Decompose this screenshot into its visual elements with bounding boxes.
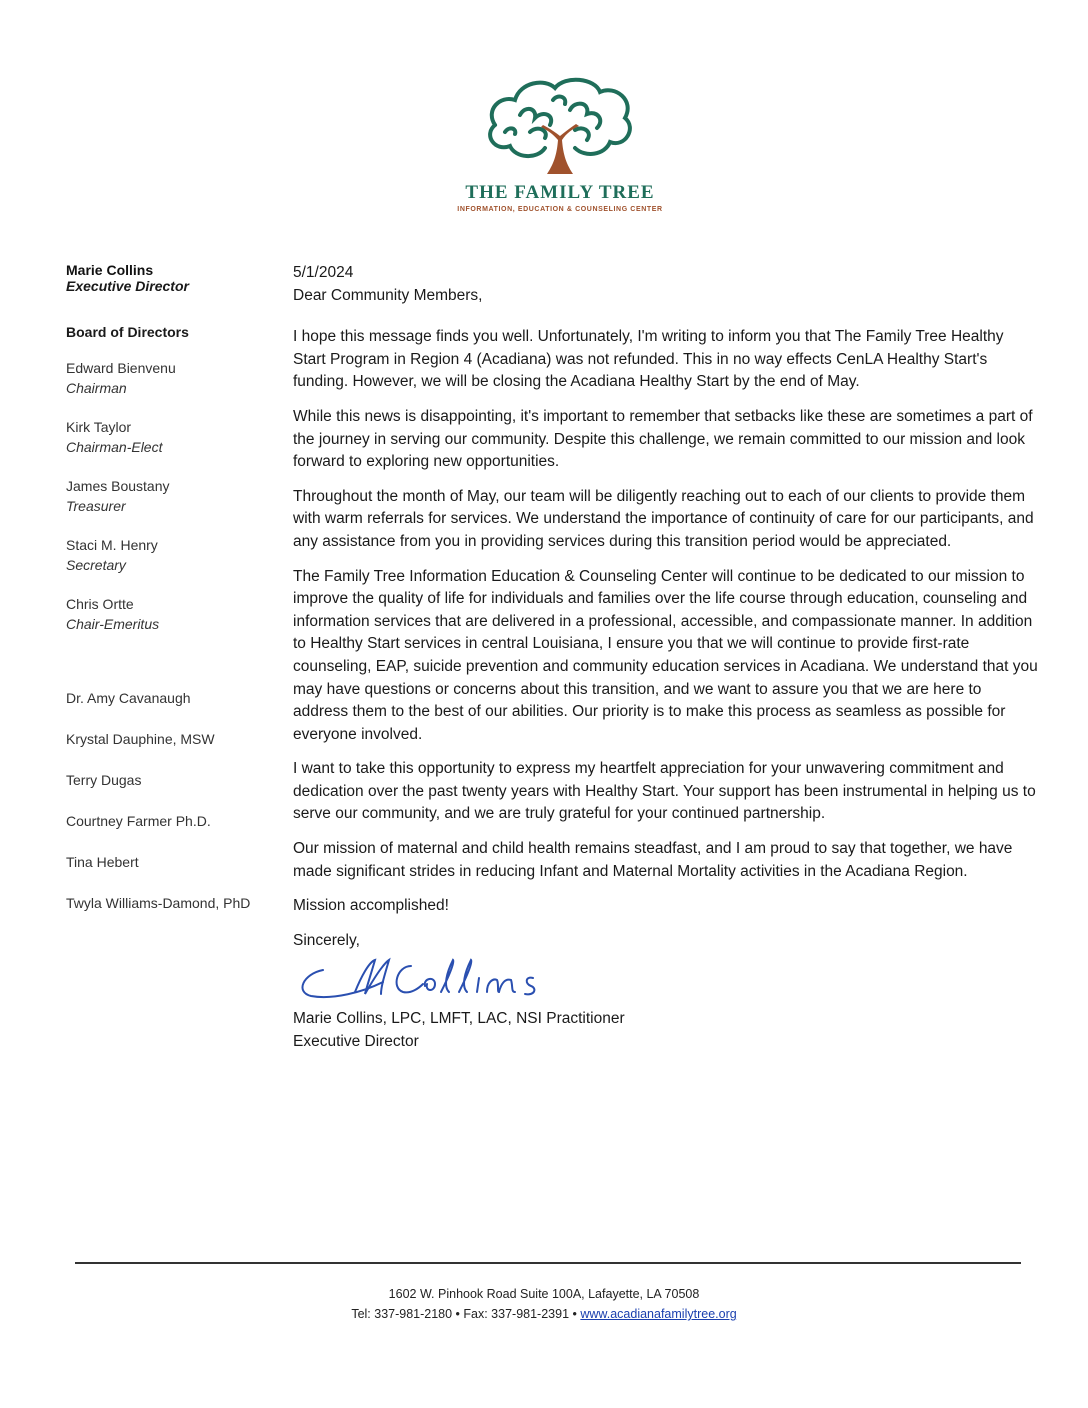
footer-divider	[75, 1262, 1021, 1264]
letter-greeting: Dear Community Members,	[293, 286, 483, 304]
board-officer	[66, 594, 281, 634]
signer-name: Marie Collins, LPC, LMFT, LAC, NSI Practitioner	[293, 1010, 625, 1028]
board-officer	[66, 535, 281, 575]
board-member: Terry Dugas	[66, 772, 142, 788]
logo-name: THE FAMILY TREE	[465, 182, 655, 203]
signature-block	[293, 930, 1038, 1053]
officer-role: Chairman-Elect	[66, 439, 163, 455]
letter-paragraph: Mission accomplished!	[293, 897, 449, 915]
footer-address: 1602 W. Pinhook Road Suite 100A, Lafayette, LA 70508	[388, 1287, 700, 1301]
director-title: Executive Director	[66, 278, 189, 294]
board-title: Board of Directors	[66, 324, 189, 340]
board-member: Krystal Dauphine, MSW	[66, 731, 215, 747]
footer-contact: Tel: 337-981-2180 • Fax: 337-981-2391 •	[351, 1307, 581, 1321]
tree-icon	[475, 70, 645, 180]
officer-name: James Boustany	[66, 478, 170, 494]
letter-paragraph: While this news is disappointing, it's important to remember that setbacks like these are sometimes a part of the journey in serving our community. Despite this challenge, we remain committed to our mission and look forward to exploring new opportunities.	[293, 407, 1033, 471]
sidebar-spacer	[66, 653, 281, 688]
officer-name: Edward Bienvenu	[66, 360, 176, 376]
board-member: Twyla Williams-Damond, PhD	[66, 895, 251, 911]
letter-closing: Sincerely,	[293, 931, 360, 949]
officer-role: Secretary	[66, 557, 126, 573]
officer-role: Treasurer	[66, 498, 126, 514]
board-member: Courtney Farmer Ph.D.	[66, 813, 211, 829]
board-member: Dr. Amy Cavanaugh	[66, 690, 191, 706]
officer-role: Chair-Emeritus	[66, 616, 160, 632]
handwritten-signature	[293, 952, 573, 1002]
logo-subtitle: INFORMATION, EDUCATION & COUNSELING CENTER	[457, 206, 663, 213]
board-member: Tina Hebert	[66, 854, 139, 870]
letter-date: 5/1/2024	[293, 264, 354, 281]
family-tree-logo	[440, 70, 680, 230]
letter-body	[293, 262, 1038, 1053]
footer-contact-line	[0, 1304, 1088, 1324]
director-name: Marie Collins	[66, 262, 154, 278]
letter-paragraph: Our mission of maternal and child health remains steadfast, and I am proud to say that together, we have made significant strides in reducing Infant and Maternal Mortality activities in the Acadiana Region.	[293, 840, 1013, 880]
letter-paragraph: I hope this message finds you well. Unfortunately, I'm writing to inform you that The Family Tree Healthy Start Program in Region 4 (Acadiana) was not refunded. This in no way effects CenLA Healthy Start's funding. However, we will be closing the Acadiana Healthy Start by the end of May.	[293, 328, 1004, 391]
board-officer	[66, 417, 281, 457]
sidebar	[66, 262, 281, 934]
website-link[interactable]: www.acadianafamilytree.org	[580, 1307, 737, 1321]
board-officer	[66, 476, 281, 516]
letter-paragraph: The Family Tree Information Education & Counseling Center will continue to be dedicated to our mission to improve the quality of life for individuals and families over the life course through education, counseling and information services that are delivered in a professional, accessible, and compassionate manner. In addition to Healthy Start services in central Louisiana, I ensure you that we will continue to provide first-rate counseling, EAP, suicide prevention and community education services in Acadiana. We understand that you may have questions or concerns about this transition, and we want to assure you that we are here to address them to the best of our abilities. Our priority is to make this process as seamless as possible for everyone involved.	[293, 567, 1038, 743]
officer-name: Kirk Taylor	[66, 419, 132, 435]
letter-paragraph: I want to take this opportunity to express my heartfelt appreciation for your unwavering commitment and dedication over the past twenty years with Healthy Start. Your support has been instrumental in helping us to serve our community, and we are truly grateful for your continued partnership.	[293, 760, 1036, 823]
footer	[0, 1284, 1088, 1324]
signer-title: Executive Director	[293, 1032, 419, 1050]
board-officer	[66, 358, 281, 398]
letter-paragraph: Throughout the month of May, our team will be diligently reaching out to each of our clients to provide them with warm referrals for services. We understand the importance of continuity of care for our participants, and any assistance from you in providing services during this transition period would be appreciated.	[293, 487, 1034, 550]
officer-name: Staci M. Henry	[66, 537, 158, 553]
officer-name: Chris Ortte	[66, 596, 134, 612]
officer-role: Chairman	[66, 380, 127, 396]
